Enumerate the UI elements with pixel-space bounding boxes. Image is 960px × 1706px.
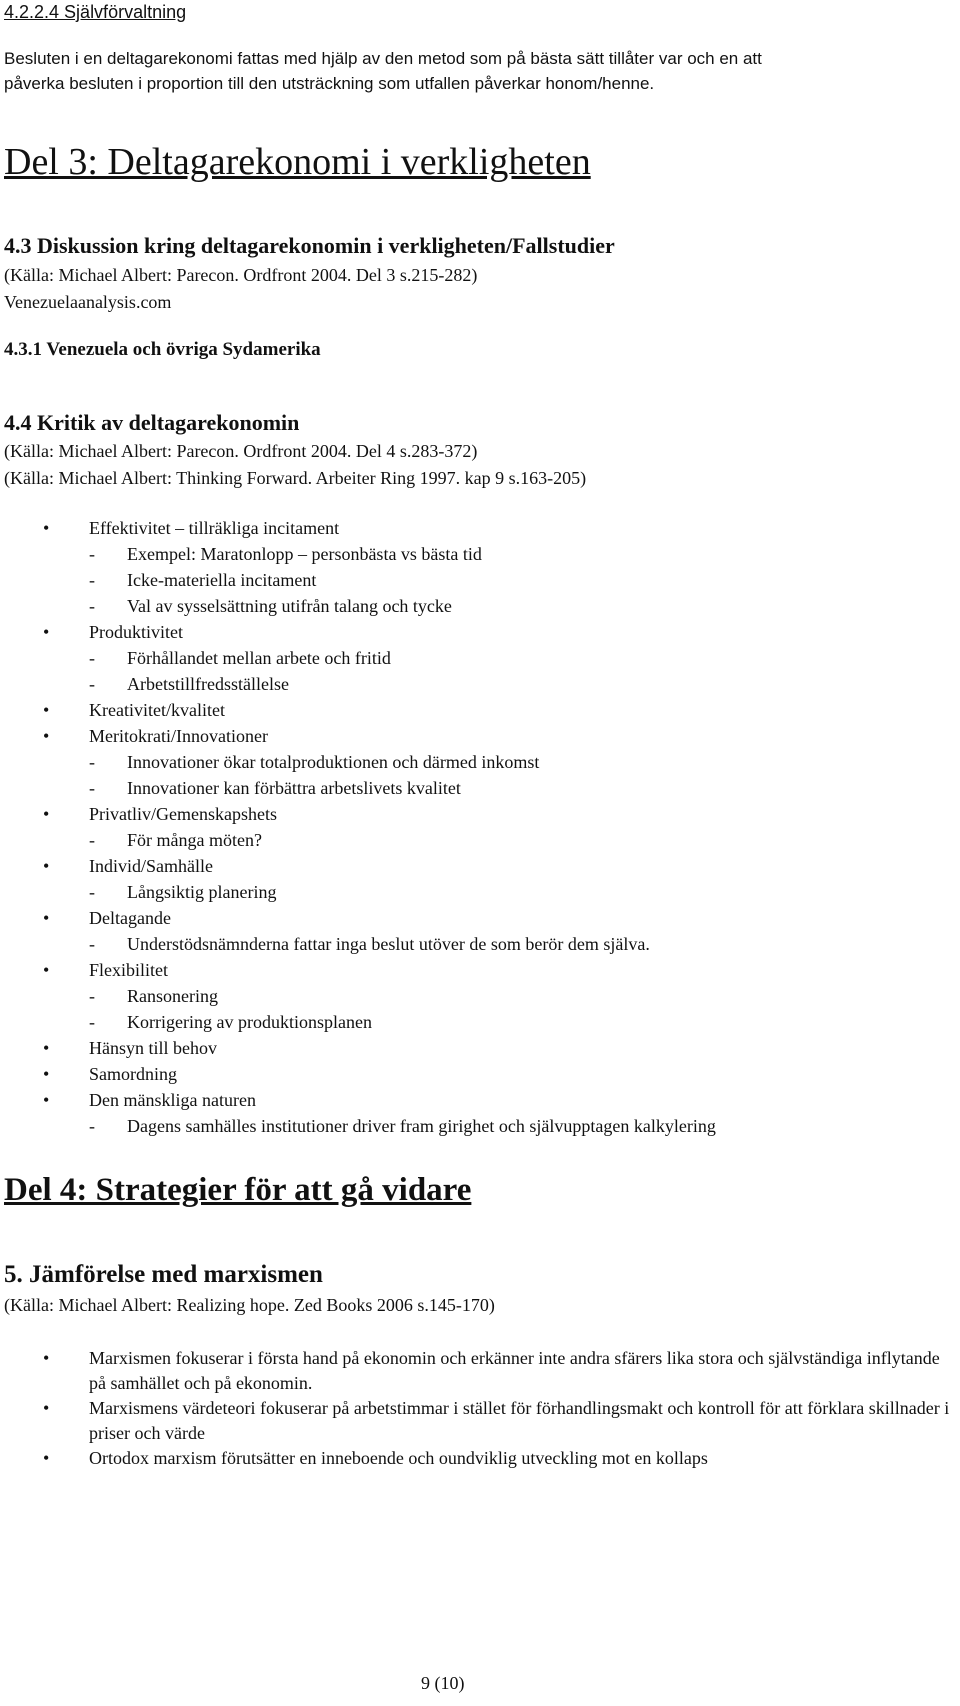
list-item (34, 697, 716, 723)
sub-list-item (34, 671, 716, 697)
paragraph-line: påverka besluten i proportion till den utsträckning som utfallen påverkar honom/henne. (4, 74, 655, 93)
dash-marker: - (89, 882, 95, 902)
sub-list-item (34, 931, 716, 957)
dash-marker: - (89, 778, 95, 798)
sub-list-item (34, 1009, 716, 1035)
sub-list-item (34, 645, 716, 671)
list-item (34, 1061, 716, 1087)
list-item-text: Långsiktig planering (127, 882, 277, 902)
list-item-text: Icke-materiella incitament (127, 570, 317, 590)
dash-marker: - (89, 1116, 95, 1136)
section-heading-4224: 4.2.2.4 Självförvaltning (4, 2, 187, 22)
list-item (34, 853, 716, 879)
source-citation: (Källa: Michael Albert: Parecon. Ordfront 2004. Del 4 s.283-372) (4, 441, 478, 461)
sub-list-item (34, 827, 716, 853)
section-heading-44: 4.4 Kritik av deltagarekonomin (4, 410, 300, 435)
dash-marker: - (89, 934, 95, 954)
dash-marker: - (89, 1012, 95, 1032)
list-item (34, 801, 716, 827)
list-item-text: Privatliv/Gemenskapshets (89, 804, 277, 824)
sub-list-item (34, 879, 716, 905)
list-item (34, 1087, 716, 1113)
sub-list-item (34, 775, 716, 801)
source-citation: (Källa: Michael Albert: Thinking Forward. Arbeiter Ring 1997. kap 9 s.163-205) (4, 468, 587, 488)
dash-marker: - (89, 830, 95, 850)
list-item-text: Korrigering av produktionsplanen (127, 1012, 372, 1032)
page-number: 9 (10) (421, 1673, 465, 1693)
list-item-text: Val av sysselsättning utifrån talang och tycke (127, 596, 452, 616)
sub-list-item (34, 983, 716, 1009)
sub-list-item (34, 541, 716, 567)
sub-list-item (34, 593, 716, 619)
list-item (34, 515, 716, 541)
list-item-text: Produktivitet (89, 622, 183, 642)
source-citation: (Källa: Michael Albert: Realizing hope. Zed Books 2006 s.145-170) (4, 1295, 495, 1315)
list-item-text: Effektivitet – tillräkliga incitament (89, 518, 340, 538)
list-item-text: Marxismen fokuserar i första hand på ekonomin och erkänner inte andra sfärers lika stora och självständiga inflytande på samhället och på ekonomin. (89, 1348, 940, 1393)
list-item-text: För många möten? (127, 830, 262, 850)
list-item-text: Innovationer kan förbättra arbetslivets kvalitet (127, 778, 461, 798)
dash-marker: - (89, 570, 95, 590)
list-item (34, 1035, 716, 1061)
part-title: Del 3: Deltagarekonomi i verkligheten (4, 141, 591, 183)
list-item-text: Understödsnämnderna fattar inga beslut utöver de som berör dem själva. (127, 934, 650, 954)
marxism-list (34, 1346, 954, 1471)
section-heading-43: 4.3 Diskussion kring deltagarekonomin i verkligheten/Fallstudier (4, 233, 615, 258)
list-item-text: Arbetstillfredsställelse (127, 674, 289, 694)
list-item (34, 1396, 954, 1446)
list-item-text: Innovationer ökar totalproduktionen och därmed inkomst (127, 752, 540, 772)
dash-marker: - (89, 674, 95, 694)
list-item-text: Förhållandet mellan arbete och fritid (127, 648, 391, 668)
list-item-text: Marxismens värdeteori fokuserar på arbetstimmar i stället för förhandlingsmakt och kontroll för att förklara skillnader i priser och värde (89, 1398, 950, 1443)
sub-list-item (34, 749, 716, 775)
list-item-text: Ransonering (127, 986, 218, 1006)
list-item (34, 1446, 954, 1471)
source-citation: (Källa: Michael Albert: Parecon. Ordfront 2004. Del 3 s.215-282) (4, 265, 478, 285)
list-item-text: Individ/Samhälle (89, 856, 213, 876)
section-heading-5: 5. Jämförelse med marxismen (4, 1261, 323, 1288)
part-title: Del 4: Strategier för att gå vidare (4, 1172, 472, 1208)
source-link[interactable]: Venezuelaanalysis.com (4, 292, 172, 312)
list-item-text: Flexibilitet (89, 960, 168, 980)
dash-marker: - (89, 648, 95, 668)
list-item-text: Meritokrati/Innovationer (89, 726, 268, 746)
list-item (34, 957, 716, 983)
list-item (34, 1346, 954, 1396)
sub-list-item (34, 567, 716, 593)
list-item (34, 905, 716, 931)
paragraph-line: Besluten i en deltagarekonomi fattas med hjälp av den metod som på bästa sätt tillåter var och en att (4, 49, 762, 68)
critique-list (34, 515, 716, 1139)
list-item (34, 619, 716, 645)
list-item-text: Ortodox marxism förutsätter en inneboende och oundviklig utveckling mot en kollaps (89, 1448, 708, 1468)
list-item-text: Deltagande (89, 908, 171, 928)
dash-marker: - (89, 596, 95, 616)
section-heading-431: 4.3.1 Venezuela och övriga Sydamerika (4, 339, 321, 360)
list-item (34, 723, 716, 749)
dash-marker: - (89, 986, 95, 1006)
list-item-text: Den mänskliga naturen (89, 1090, 256, 1110)
dash-marker: - (89, 544, 95, 564)
dash-marker: - (89, 752, 95, 772)
list-item-text: Dagens samhälles institutioner driver fram girighet och självupptagen kalkylering (127, 1116, 716, 1136)
list-item-text: Hänsyn till behov (89, 1038, 217, 1058)
list-item-text: Kreativitet/kvalitet (89, 700, 225, 720)
sub-list-item (34, 1113, 716, 1139)
list-item-text: Exempel: Maratonlopp – personbästa vs bästa tid (127, 544, 482, 564)
list-item-text: Samordning (89, 1064, 177, 1084)
